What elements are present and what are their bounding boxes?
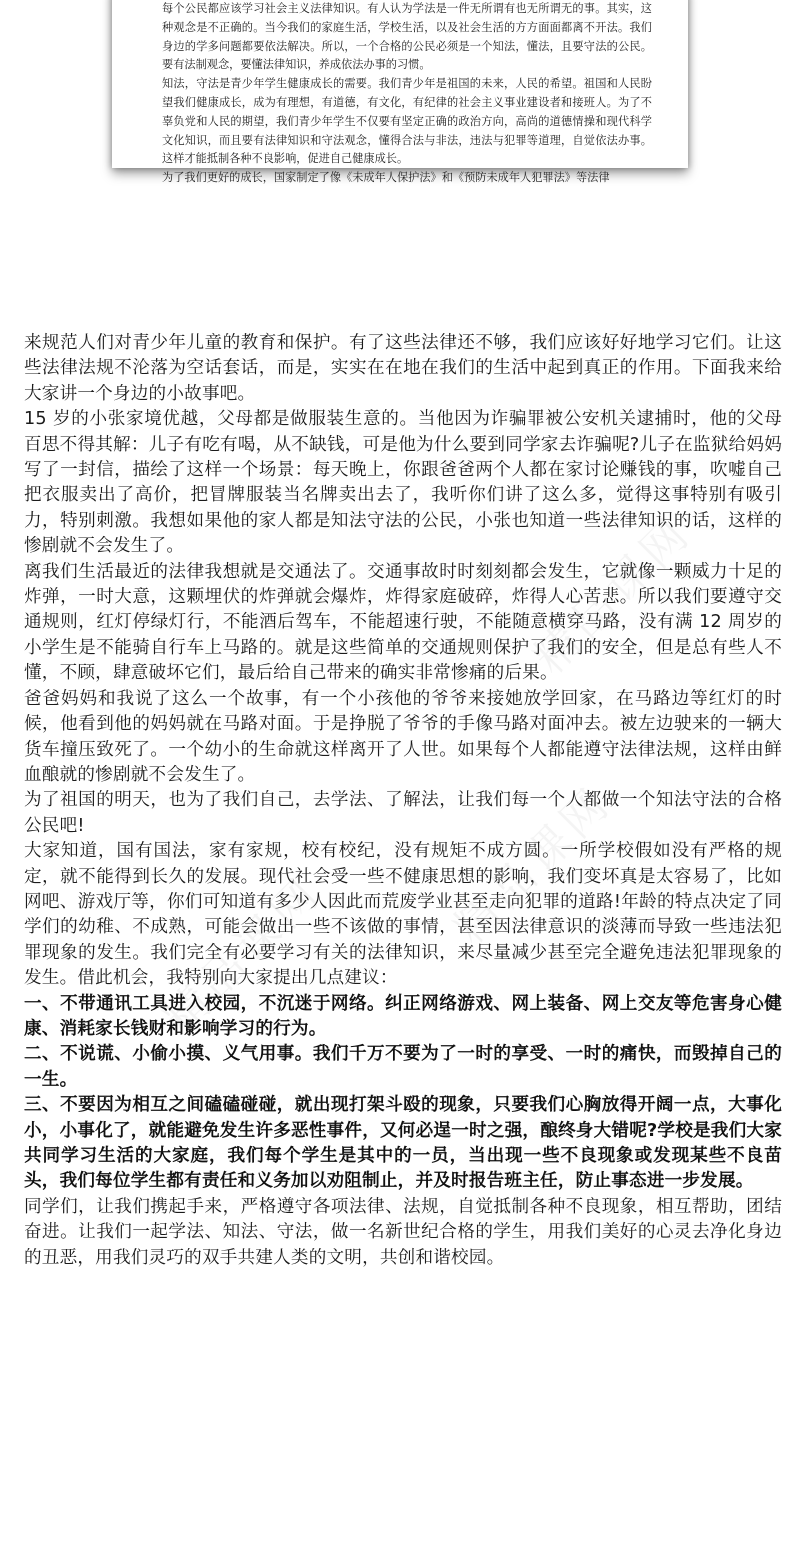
preview-paragraph: 知法，守法是青少年学生健康成长的需要。我们青少年是祖国的未来，人民的希望。祖国和人民盼望我们健康成长，成为有理想，有道德，有文化，有纪律的社会主义事业建设者和接班人。为了不辜负党和人民的期望，我们青少年学生不仅要有坚定正确的政治方向，高尚的道德情操和现代科学文化知识，而且要有法律知识和守法观念，懂得合法与非法，违法与犯罪等道理，自觉依法办事。这样才能抵制各种不良影响，促进自己健康成长。 <box>162 77 652 166</box>
body-paragraph: 来规范人们对青少年儿童的教育和保护。有了这些法律还不够，我们应该好好地学习它们。让这些法律法规不沦落为空话套话，而是，实实在在地在我们的生活中起到真正的作用。下面我来给大家讲一个身边的小故事吧。 <box>24 333 782 404</box>
body-paragraph: 15 岁的小张家境优越，父母都是做服装生意的。当他因为诈骗罪被公安机关逮捕时，他的父母百思不得其解：儿子有吃有喝，从不缺钱，可是他为什么要到同学家去诈骗呢?儿子在监狱给妈妈写了一封信，描绘了这样一个场景：每天晚上，你跟爸爸两个人都在家讨论赚钱的事，吹嘘自己把衣服卖出了高价，把冒牌服装当名牌卖出去了，我听你们讲了这么多，觉得这事特别有吸引力，特别刺激。我想如果他的家人都是知法守法的公民，小张也知道一些法律知识的话，这样的惨剧就不会发生了。 <box>24 409 782 557</box>
closing-paragraph: 同学们，让我们携起手来，严格遵守各项法律、法规，自觉抵制各种不良现象，相互帮助，团结奋进。让我们一起学法、知法、守法，做一名新世纪合格的学生，用我们美好的心灵去净化身边的丑恶，用我们灵巧的双手共建人类的文明，共创和谐校园。 <box>24 1196 782 1268</box>
body-paragraph: 爸爸妈妈和我说了这么一个故事，有一个小孩他的爷爷来接她放学回家，在马路边等红灯的时候，他看到他的妈妈就在马路对面。于是挣脱了爷爷的手像马路对面冲去。被左边驶来的一辆大货车撞压致死了。一个幼小的生命就这样离开了人世。如果每个人都能遵守法律法规，这样由鲜血酿就的惨剧就不会发生了。 <box>24 688 782 785</box>
document-body <box>24 331 782 1271</box>
preview-paragraph: 为了我们更好的成长，国家制定了像《未成年人保护法》和《预防未成年人犯罪法》等法律 <box>162 171 610 185</box>
suggestion-one: 一、不带通讯工具进入校园，不沉迷于网络。纠正网络游戏、网上装备、网上交友等危害身心健康、消耗家长钱财和影响学习的行为。 <box>24 993 782 1039</box>
suggestion-three: 三、不要因为相互之间磕磕碰碰，就出现打架斗殴的现象，只要我们心胸放得开阔一点，大事化小，小事化了，就能避免发生许多恶性事件，又何必逞一时之强，酿终身大错呢?学校是我们大家共同学习生活的大家庭，我们每个学生是其中的一员，当出现一些不良现象或发现某些不良苗头，我们每位学生都有责任和义务加以劝阻制止，并及时报告班主任，防止事态进一步发展。 <box>24 1095 782 1192</box>
preview-paragraph: 每个公民都应该学习社会主义法律知识。有人认为学法是一件无所谓有也无所谓无的事。其实，这种观念是不正确的。当今我们的家庭生活，学校生活，以及社会生活的方方面面都离不开法。我们身边的学多问题都要依法解决。所以，一个合格的公民必须是一个知法，懂法，且要守法的公民。要有法制观念，要懂法律知识，养成依法办事的习惯。 <box>162 2 652 72</box>
body-paragraph: 为了祖国的明天，也为了我们自己，去学法、了解法，让我们每一个人都做一个知法守法的合格公民吧! <box>24 790 782 836</box>
document-preview-card <box>112 0 688 185</box>
suggestion-two: 二、不说谎、小偷小摸、义气用事。我们千万不要为了一时的享受、一时的痛快，而毁掉自己的一生。 <box>24 1044 782 1090</box>
body-paragraph: 离我们生活最近的法律我想就是交通法了。交通事故时时刻刻都会发生，它就像一颗威力十足的炸弹，一时大意，这颗埋伏的炸弹就会爆炸，炸得家庭破碎，炸得人心苦悲。所以我们要遵守交通规则，红灯停绿灯行，不能酒后驾车，不能超速行驶，不能随意横穿马路，没有满 12 周岁的小学生是不能骑自行车上马路的。就是这些简单的交通规则保护了我们的安全，但是总有些人不懂，不顾，肆意破坏它们，最后给自己带来的确实非常惨痛的后果。 <box>24 561 782 684</box>
preview-text <box>162 0 652 188</box>
body-paragraph: 大家知道，国有国法，家有家规，校有校纪，没有规矩不成方圆。一所学校假如没有严格的规定，就不能得到长久的发展。现代社会受一些不健康思想的影响，我们变坏真是太容易了，比如网吧、游戏厅等，你们可知道有多少人因此而荒废学业甚至走向犯罪的道路!年龄的特点决定了同学们的幼稚、不成熟，可能会做出一些不该做的事情，甚至因法律意识的淡薄而导致一些违法犯罪现象的发生。我们完全有必要学习有关的法律知识，来尽量减少甚至完全避免违法犯罪现象的发生。借此机会，我特别向大家提出几点建议： <box>24 841 782 989</box>
